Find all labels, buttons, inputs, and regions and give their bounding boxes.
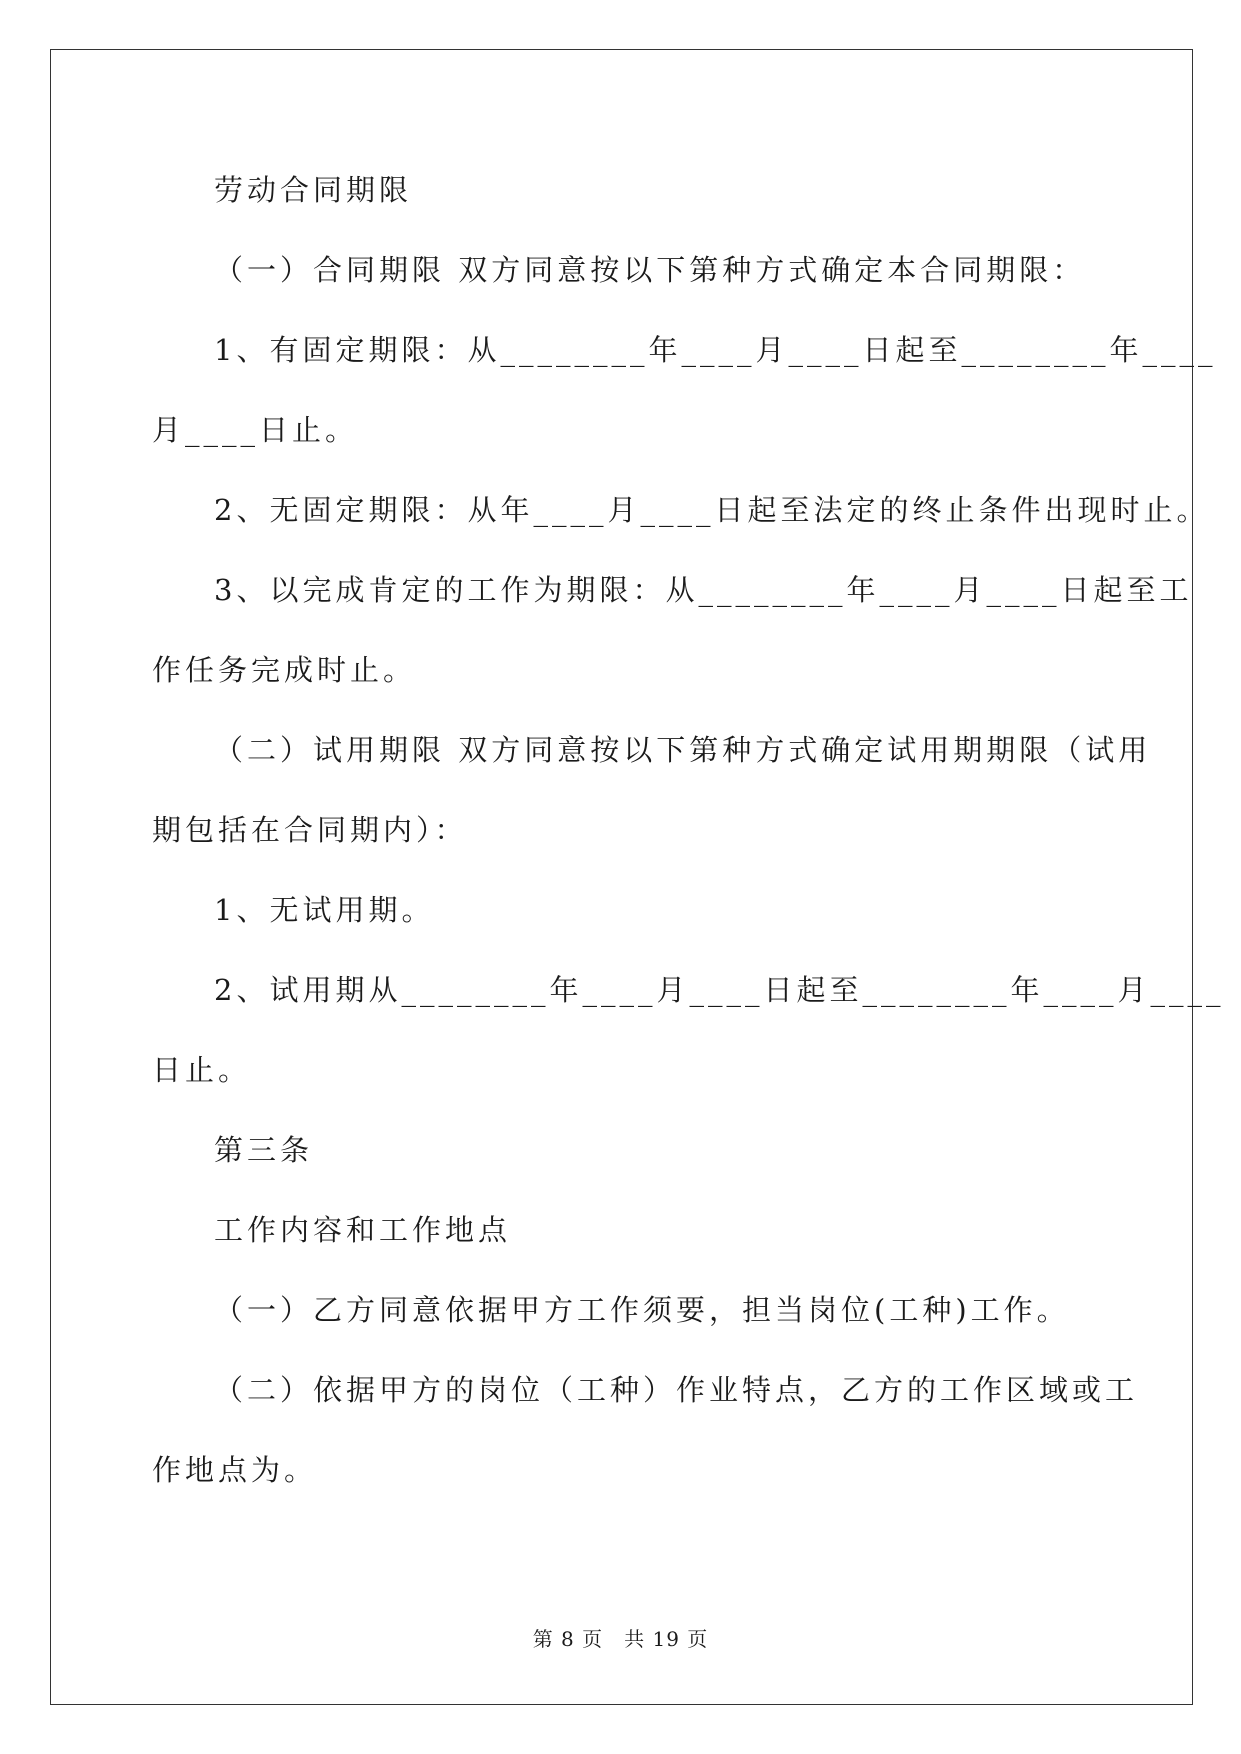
paragraph-line: 2、试用期从________年____月____日起至________年____月____ — [214, 973, 1225, 1007]
paragraph-line: （一）合同期限 双方同意按以下第种方式确定本合同期限： — [214, 253, 1086, 287]
paragraph-line: （一）乙方同意依据甲方工作须要，担当岗位(工种)工作。 — [214, 1293, 1070, 1327]
paragraph-line: 作地点为。 — [152, 1453, 318, 1487]
paragraph-line: 期包括在合同期内）： — [152, 813, 468, 847]
paragraph-line: 1、有固定期限：从________年____月____日起至________年____ — [214, 333, 1217, 367]
section-heading: 工作内容和工作地点 — [214, 1213, 512, 1247]
section-heading: 劳动合同期限 — [214, 173, 413, 207]
paragraph-line: 2、无固定期限：从年____月____日起至法定的终止条件出现时止。 — [214, 493, 1210, 527]
paragraph-line: 日止。 — [152, 1053, 252, 1087]
article-heading: 第三条 — [214, 1133, 314, 1167]
paragraph-line: 作任务完成时止。 — [152, 653, 417, 687]
page-number-footer: 第 8 页 共 19 页 — [532, 1627, 709, 1651]
paragraph-line: 月____日止。 — [152, 413, 359, 447]
paragraph-line: （二）试用期限 双方同意按以下第种方式确定试用期期限（试用 — [214, 733, 1152, 767]
paragraph-line: 3、以完成肯定的工作为期限：从________年____月____日起至工 — [214, 573, 1193, 607]
paragraph-line: （二）依据甲方的岗位（工种）作业特点，乙方的工作区域或工 — [214, 1373, 1139, 1407]
paragraph-line: 1、无试用期。 — [214, 893, 435, 927]
